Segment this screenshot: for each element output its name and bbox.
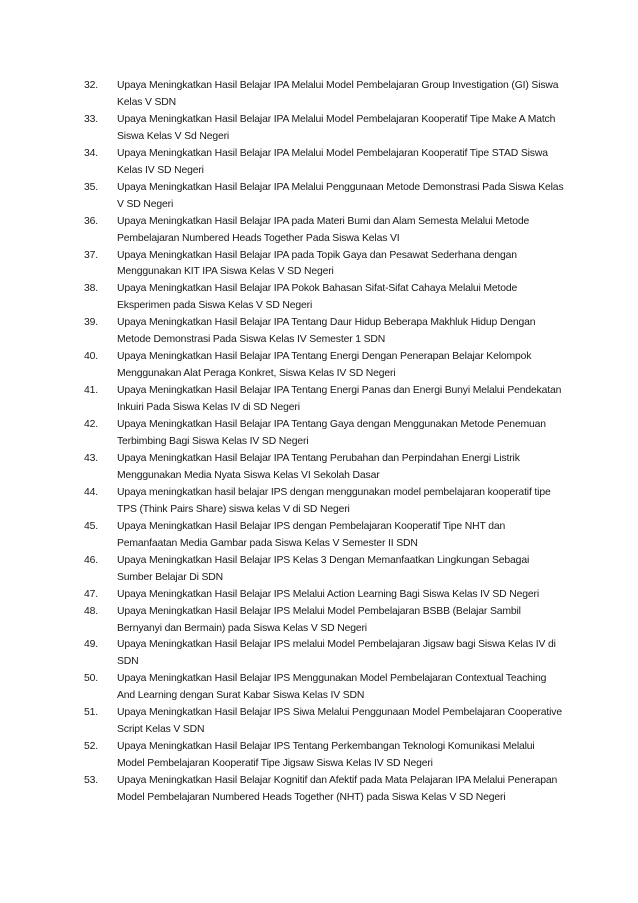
item-title: Upaya Meningkatkan Hasil Belajar IPA pada Topik Gaya dan Pesawat Sederhana dengan Menggunakan KIT IPA Siswa Kelas V SD Negeri bbox=[117, 249, 517, 278]
item-title: Upaya Meningkatkan Hasil Belajar IPS Melalui Action Learning Bagi Siswa Kelas IV SD Negeri bbox=[117, 588, 539, 600]
item-number: 48. bbox=[84, 605, 98, 617]
item-title: Upaya Meningkatkan Hasil Belajar IPS melalui Model Pembelajaran Jigsaw bagi Siswa Kelas IV di SDN bbox=[117, 639, 556, 668]
item-title: Upaya Meningkatkan Hasil Belajar IPA Melalui Model Pembelajaran Kooperatif Tipe Make A Match Siswa Kelas V Sd Negeri bbox=[117, 113, 556, 142]
item-number: 45. bbox=[84, 520, 98, 532]
item-number: 41. bbox=[84, 385, 98, 397]
list-item bbox=[84, 78, 564, 112]
list-item bbox=[84, 248, 564, 282]
list-item bbox=[84, 671, 564, 705]
item-number: 39. bbox=[84, 317, 98, 329]
item-number: 38. bbox=[84, 283, 98, 295]
list-item bbox=[84, 485, 564, 519]
item-number: 49. bbox=[84, 639, 98, 651]
item-title: Upaya Meningkatkan Hasil Belajar IPA Pokok Bahasan Sifat-Sifat Cahaya Melalui Metode Eksperimen pada Siswa Kelas V SD Negeri bbox=[117, 283, 518, 312]
item-title: Upaya Meningkatkan Hasil Belajar IPS Kelas 3 Dengan Memanfaatkan Lingkungan Sebagai Sumber Belajar Di SDN bbox=[117, 554, 530, 583]
list-item bbox=[84, 281, 564, 315]
list-item bbox=[84, 146, 564, 180]
item-number: 50. bbox=[84, 673, 98, 685]
item-number: 42. bbox=[84, 419, 98, 431]
list-item bbox=[84, 705, 564, 739]
item-title: Upaya Meningkatkan Hasil Belajar IPA Melalui Model Pembelajaran Group Investigation (GI) Siswa Kelas V SDN bbox=[117, 80, 559, 108]
item-number: 33. bbox=[84, 113, 98, 125]
item-title: Upaya Meningkatkan Hasil Belajar IPA Tentang Gaya dengan Menggunakan Metode Penemuan Terbimbing Bagi Siswa Kelas IV SD Negeri bbox=[117, 419, 546, 448]
item-title: Upaya Meningkatkan Hasil Belajar IPA Tentang Daur Hidup Beberapa Makhluk Hidup Dengan Metode Demonstrasi Pada Siswa Kelas IV Semester 1 SDN bbox=[117, 317, 536, 346]
item-title: Upaya Meningkatkan Hasil Belajar IPS Melalui Model Pembelajaran BSBB (Belajar Sambil Bernyanyi dan Bermain) pada Siswa Kelas V SD Negeri bbox=[117, 605, 521, 634]
list-item bbox=[84, 739, 564, 773]
list-item bbox=[84, 315, 564, 349]
item-number: 37. bbox=[84, 249, 98, 261]
item-number: 51. bbox=[84, 707, 98, 719]
item-title: Upaya Meningkatkan Hasil Belajar IPA Tentang Energi Dengan Penerapan Belajar Kelompok Menggunakan Alat Peraga Konkret, Siswa Kelas IV SD Negeri bbox=[117, 351, 532, 380]
item-title: Upaya Meningkatkan Hasil Belajar IPA pada Materi Bumi dan Alam Semesta Melalui Metode Pembelajaran Numbered Heads Together Pada Siswa Kelas VI bbox=[117, 215, 530, 244]
item-title: Upaya Meningkatkan Hasil Belajar Kognitif dan Afektif pada Mata Pelajaran IPA Melalui Penerapan Model Pembelajaran Numbered Heads Together (NHT) pada Siswa Kelas V SD Negeri bbox=[117, 775, 558, 804]
list-item bbox=[84, 773, 564, 807]
list-item bbox=[84, 417, 564, 451]
item-title: Upaya Meningkatkan Hasil Belajar IPA Tentang Energi Panas dan Energi Bunyi Melalui Pendekatan Inkuiri Pada Siswa Kelas IV di SD Negeri bbox=[117, 385, 562, 414]
item-title: Upaya Meningkatkan Hasil Belajar IPA Tentang Perubahan dan Perpindahan Energi Listrik Menggunakan Media Nyata Siswa Kelas VI Sekolah Dasar bbox=[117, 452, 520, 481]
list-item bbox=[84, 180, 564, 214]
list-item bbox=[84, 553, 564, 587]
title-list bbox=[84, 78, 564, 807]
list-item bbox=[84, 451, 564, 485]
item-title: Upaya meningkatkan hasil belajar IPS dengan menggunakan model pembelajaran kooperatif tipe TPS (Think Pairs Share) siswa kelas V di SD Negeri bbox=[117, 486, 551, 515]
item-number: 40. bbox=[84, 351, 98, 363]
list-item bbox=[84, 214, 564, 248]
item-title: Upaya Meningkatkan Hasil Belajar IPA Melalui Penggunaan Metode Demonstrasi Pada Siswa Kelas V SD Negeri bbox=[117, 181, 564, 210]
item-number: 36. bbox=[84, 215, 98, 227]
list-item bbox=[84, 587, 564, 604]
item-title: Upaya Meningkatkan Hasil Belajar IPA Melalui Model Pembelajaran Kooperatif Tipe STAD Siswa Kelas IV SD Negeri bbox=[117, 147, 548, 176]
item-title: Upaya Meningkatkan Hasil Belajar IPS Menggunakan Model Pembelajaran Contextual Teaching And Learning dengan Surat Kabar Siswa Kelas IV SDN bbox=[117, 673, 547, 702]
item-number: 43. bbox=[84, 452, 98, 464]
item-number: 34. bbox=[84, 147, 98, 159]
list-item bbox=[84, 637, 564, 671]
item-number: 44. bbox=[84, 486, 98, 498]
list-item bbox=[84, 349, 564, 383]
item-title: Upaya Meningkatkan Hasil Belajar IPS dengan Pembelajaran Kooperatif Tipe NHT dan Pemanfaatan Media Gambar pada Siswa Kelas V Semester II SDN bbox=[117, 520, 506, 549]
item-title: Upaya Meningkatkan Hasil Belajar IPS Siwa Melalui Penggunaan Model Pembelajaran Cooperative Script Kelas V SDN bbox=[117, 707, 562, 736]
list-item bbox=[84, 519, 564, 553]
item-number: 47. bbox=[84, 588, 98, 600]
item-number: 52. bbox=[84, 741, 98, 753]
item-number: 32. bbox=[84, 80, 98, 91]
item-number: 53. bbox=[84, 775, 98, 787]
item-number: 46. bbox=[84, 554, 98, 566]
list-item bbox=[84, 604, 564, 638]
item-number: 35. bbox=[84, 181, 98, 193]
item-title: Upaya Meningkatkan Hasil Belajar IPS Tentang Perkembangan Teknologi Komunikasi Melalui Model Pembelajaran Kooperatif Tipe Jigsaw Siswa Kelas IV SD Negeri bbox=[117, 741, 535, 770]
list-item bbox=[84, 383, 564, 417]
list-item bbox=[84, 112, 564, 146]
